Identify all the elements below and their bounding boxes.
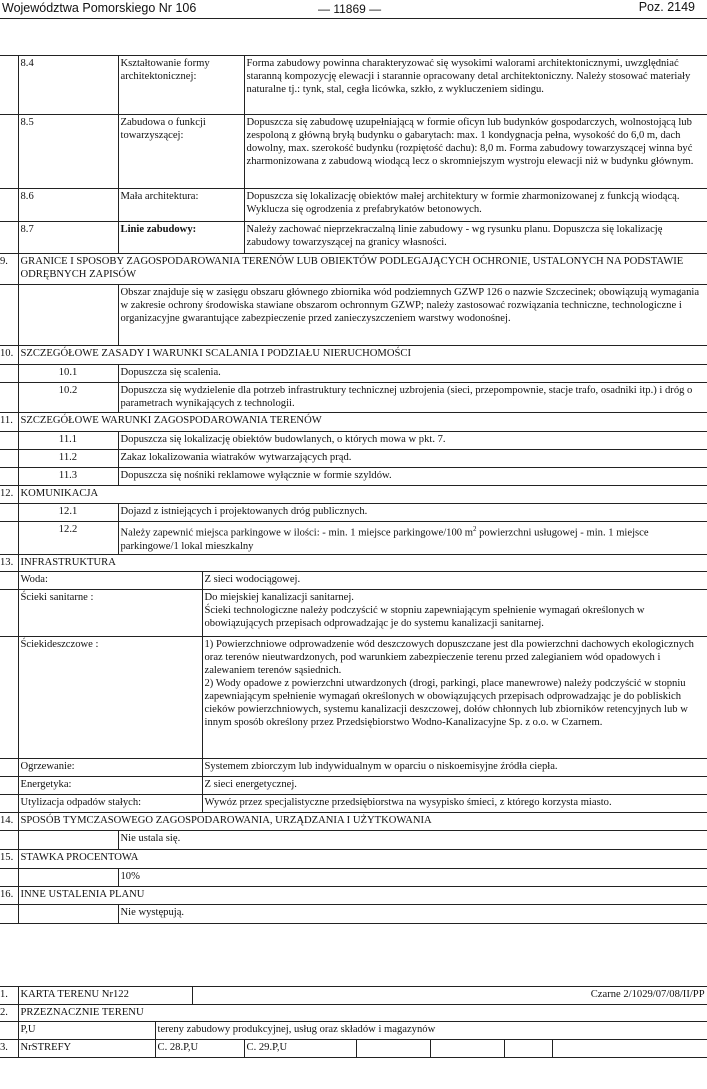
row-number: 10.2: [18, 383, 118, 413]
infra-label: Energetyka:: [18, 776, 202, 794]
card-purpose-row: [0, 1005, 707, 1022]
section-title: SPOSÓB TYMCZASOWEGO ZAGOSPODAROWANIA, URZĄDZANIA I UŻYTKOWANIA: [18, 812, 707, 830]
row-10-1: [0, 365, 707, 383]
page-number: — 11869 —: [318, 2, 382, 16]
row-label: Mała architektura:: [118, 189, 244, 222]
infra-heating: [0, 758, 707, 776]
card-code: Czarne 2/1029/07/08/II/PP: [192, 987, 707, 1005]
section-title: KOMUNIKACJA: [18, 486, 707, 504]
section-15-body: [0, 868, 707, 886]
text-part: Należy zapewnić miejsca parkingowe w ilości: - min. 1 miejsce parkingowe/100 m: [120, 527, 473, 539]
section-text: 10%: [118, 868, 707, 886]
section-15-heading: [0, 849, 707, 868]
section-14-heading: [0, 812, 707, 830]
section-11-heading: [0, 413, 707, 432]
section-number: 2.: [0, 1005, 18, 1022]
row-10-2: [0, 383, 707, 413]
row-number: 8.5: [18, 115, 118, 189]
row-number: 8.4: [18, 56, 118, 115]
page-header: [0, 0, 707, 18]
infra-text: Z sieci energetycznej.: [202, 776, 707, 794]
infra-text-line: Ścieki technologiczne należy podczyścić w stopniu zapewniającym spełnienie wymagań określonych w obowiązujących przepisach odprowadzając je do systemu kanalizacji sanitarnej.: [204, 604, 645, 629]
row-number: 11.3: [18, 468, 118, 486]
infra-text-line: 1) Powierzchniowe odprowadzenie wód deszczowych dopuszczane jest dla powierzchni dachowych ekologicznych oraz terenów nieutwardzonych, pod warunkiem zabezpieczenie terenu przed zalegianiem wód opadowych i zalewaniem terenów sąsiednich.: [204, 638, 694, 676]
row-text: Dopuszcza się wydzielenie dla potrzeb infrastruktury technicznej uzbrojenia (sieci, przepompownie, stacje trafo, osadniki itp.) i dróg o parametrach wynikających z technologii.: [118, 383, 707, 413]
section-title: STAWKA PROCENTOWA: [18, 849, 707, 868]
section-title: SZCZEGÓŁOWE ZASADY I WARUNKI SCALANIA I PODZIAŁU NIERUCHOMOŚCI: [18, 346, 707, 365]
section-number: 16.: [0, 886, 18, 904]
card-symbol-row: [0, 1022, 707, 1040]
text-part: powierzchni usługowej - min. 1 miejsce parkingowe/1 lokal mieszkalny: [120, 527, 649, 552]
zone-1: C. 28.P,U: [155, 1040, 244, 1058]
row-8-7: [0, 222, 707, 254]
row-number: 10.1: [18, 365, 118, 383]
row-text: Dojazd z istniejących i projektowanych dróg publicznych.: [118, 504, 707, 522]
row-text: Dopuszcza się lokalizację obiektów małej architektury w formie zharmonizowanej z funkcją wiodącą. Wyklucza się ogrodzenia z prefabrykatów betonowych.: [244, 189, 707, 222]
infra-waste: [0, 794, 707, 812]
section-text: Nie występują.: [118, 904, 707, 923]
card-title: KARTA TERENU Nr122: [18, 987, 192, 1005]
section-16-heading: [0, 886, 707, 904]
card-purpose-title: PRZEZNACZNIE TERENU: [18, 1005, 707, 1022]
section-number: 15.: [0, 849, 18, 868]
section-12-heading: [0, 486, 707, 504]
infra-text: Systemem zbiorczym lub indywidualnym w oparciu o niskoemisyjne źródła ciepła.: [202, 758, 707, 776]
infra-label: Ściekideszczowe :: [18, 636, 202, 758]
section-title: SZCZEGÓŁOWE WARUNKI ZAGOSPODAROWANIA TERENÓW: [18, 413, 707, 432]
section-text: Obszar znajduje się w zasięgu obszaru głównego zbiornika wód podziemnych GZWP 126 o nazwie Szczecinek; obowiązują wymagania w zakresie ochrony środowiska stawiane obszarom ochronnym GZWP; należy zastosować rozwiązania techniczne, technologiczne i organizacyjne gwarantujące zabezpieczenie przed zanieczyszczeniem warstwy wodonośnej.: [118, 285, 707, 346]
row-label: Linie zabudowy:: [118, 222, 244, 254]
row-8-4: [0, 56, 707, 115]
section-number: 1.: [0, 987, 18, 1005]
section-title: INNE USTALENIA PLANU: [18, 886, 707, 904]
section-number: 10.: [0, 346, 18, 365]
infra-text: [202, 636, 707, 758]
row-11-2: [0, 450, 707, 468]
row-number: 8.7: [18, 222, 118, 254]
section-13-heading: [0, 554, 707, 571]
infra-label: Ogrzewanie:: [18, 758, 202, 776]
infra-water: [0, 571, 707, 589]
infra-text: [202, 589, 707, 636]
main-table: [0, 55, 707, 924]
row-11-1: [0, 432, 707, 450]
journal-title: Województwa Pomorskiego Nr 106: [2, 1, 197, 15]
row-number: 12.2: [18, 522, 118, 555]
terrain-card-table: [0, 986, 707, 1058]
infra-text: Z sieci wodociągowej.: [202, 571, 707, 589]
section-9-body: [0, 285, 707, 346]
infra-text-line: 2) Wody opadowe z powierzchni utwardzonych (drogi, parkingi, place manewrowe) należy podczyścić w stopniu zapewniającym spełnienie wymagań określonych w obowiązujących przepisach odprowadzając je do pobliskich cieków powierzchniowych, systemu kanalizacji deszczowej, dołów chłonnych lub zbiorników retencyjnych lub w innym sposób określony przez Przedsiębiorstwo Wodno-Kanalizacyjne Sp. z o.o. w Czarnem.: [204, 677, 688, 728]
card-symbol: P,U: [18, 1022, 155, 1040]
superscript: 2: [472, 525, 477, 533]
row-11-3: [0, 468, 707, 486]
infra-sewage: [0, 589, 707, 636]
zone-2: C. 29.P,U: [244, 1040, 356, 1058]
infra-label: Utylizacja odpadów stałych:: [18, 794, 202, 812]
section-number: 13.: [0, 554, 18, 571]
row-8-6: [0, 189, 707, 222]
card-zones-row: [0, 1040, 707, 1058]
infra-rainwater: [0, 636, 707, 758]
zone-empty: [356, 1040, 430, 1058]
section-number: 14.: [0, 812, 18, 830]
row-text: Zakaz lokalizowania wiatraków wytwarzających prąd.: [118, 450, 707, 468]
zone-empty: [430, 1040, 504, 1058]
row-text: [118, 522, 707, 555]
section-14-body: [0, 830, 707, 849]
zones-label: NrSTREFY: [18, 1040, 155, 1058]
section-number: 9.: [0, 254, 18, 285]
row-8-5: [0, 115, 707, 189]
zone-empty: [552, 1040, 707, 1058]
row-text: Dopuszcza się scalenia.: [118, 365, 707, 383]
section-number: 3.: [0, 1040, 18, 1058]
row-label: Kształtowanie formy architektonicznej:: [118, 56, 244, 115]
row-label: Zabudowa o funkcji towarzyszącej:: [118, 115, 244, 189]
row-text: Dopuszcza się zabudowę uzupełniającą w formie oficyn lub budynków gospodarczych, wolnostojącą lub zespoloną z główną bryłą budynku o gabarytach: max. 1 kondygnacja pełna, wysokość do 6,0 m, dach dowolny, max. szerokość budynku (rozpiętość dachu): 8,0 m. Forma zabudowy towarzyszącej winna być zharmonizowana z zabudową wiodącą lecz o skromniejszym wystroju elewacji niż w budynku głównym.: [244, 115, 707, 189]
row-number: 11.2: [18, 450, 118, 468]
card-symbol-text: tereny zabudowy produkcyjnej, usług oraz składów i magazynów: [155, 1022, 707, 1040]
infra-energy: [0, 776, 707, 794]
row-12-1: [0, 504, 707, 522]
row-number: 12.1: [18, 504, 118, 522]
section-9-heading: [0, 254, 707, 285]
infra-label: Woda:: [18, 571, 202, 589]
header-rule: [0, 18, 707, 19]
infra-label: Ścieki sanitarne :: [18, 589, 202, 636]
card-title-row: [0, 987, 707, 1005]
row-text: Forma zabudowy powinna charakteryzować się wysokimi walorami architektonicznymi, uwzględniać staranną kompozycję elewacji i starannie opracowany detal architektoniczny. Należy stosować materiały naturalne tj.: tynk, stal, cegła licówka, szkło, z wykluczeniem sidingu.: [244, 56, 707, 115]
section-title: INFRASTRUKTURA: [18, 554, 707, 571]
section-number: 11.: [0, 413, 18, 432]
row-12-2: [0, 522, 707, 555]
section-16-body: [0, 904, 707, 923]
row-number: 8.6: [18, 189, 118, 222]
row-text: Należy zachować nieprzekraczalną linie zabudowy - wg rysunku planu. Dopuszcza się lokalizację zabudowy towarzyszącej na granicy własności.: [244, 222, 707, 254]
infra-text: Wywóz przez specjalistyczne przedsiębiorstwa na wysypisko śmieci, z którego korzysta miasto.: [202, 794, 707, 812]
position-number: Poz. 2149: [638, 0, 695, 14]
row-number: 11.1: [18, 432, 118, 450]
zone-empty: [504, 1040, 552, 1058]
row-text: Dopuszcza się nośniki reklamowe wyłącznie w formie szyldów.: [118, 468, 707, 486]
infra-text-line: Do miejskiej kanalizacji sanitarnej.: [204, 591, 354, 603]
row-text: Dopuszcza się lokalizację obiektów budowlanych, o których mowa w pkt. 7.: [118, 432, 707, 450]
section-number: 12.: [0, 486, 18, 504]
section-title: GRANICE I SPOSOBY ZAGOSPODAROWANIA TERENÓW LUB OBIEKTÓW PODLEGAJĄCYCH OCHRONIE, USTALONYCH NA PODSTAWIE ODRĘBNYCH ZAPISÓW: [18, 254, 707, 285]
section-10-heading: [0, 346, 707, 365]
section-text: Nie ustala się.: [118, 830, 707, 849]
